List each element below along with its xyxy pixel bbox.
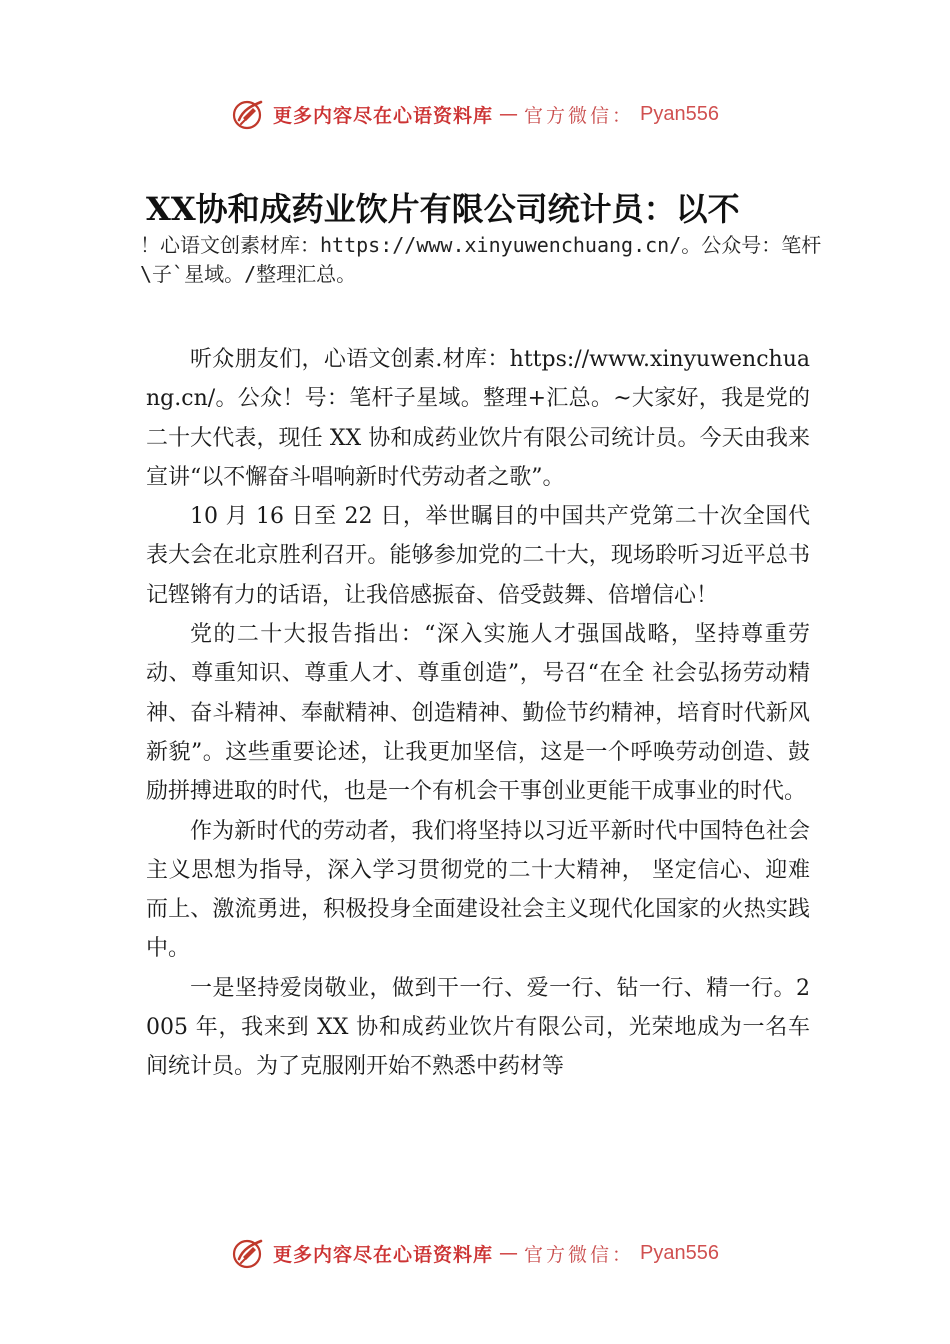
source-watermark-text: ！心语文创素材库：https://www.xinyuwenchuang.cn/。公众号：笔杆\子`星域。/整理汇总。: [140, 233, 822, 286]
banner-wechat-label: 官方微信：: [524, 104, 635, 127]
body-paragraph: 一是坚持爱岗敬业，做到干一行、爱一行、钻一行、精一行。2005 年，我来到 XX 协和成药业饮片有限公司，光荣地成为一名车间统计员。为了克服刚开始不熟悉中药材等: [146, 975, 810, 1080]
brand-logo-icon: [231, 1235, 267, 1271]
body-paragraph: 作为新时代的劳动者，我们将坚持以习近平新时代中国特色社会主义思想为指导，深入学习贯彻党的二十大精神， 坚定信心、迎难而上、激流勇进，积极投身全面建设社会主义现代化国家的火热实践中。: [146, 818, 810, 962]
banner-wechat-id: Pyan556: [640, 1241, 719, 1264]
banner-wechat-id: Pyan556: [640, 102, 719, 125]
brand-logo-icon: [231, 96, 267, 132]
body-paragraph: 听众朋友们，心语文创素.材库：https://www.xinyuwenchuang.cn/。公众！号：笔杆子星域。整理+汇总。~大家好，我是党的二十大代表，现任 XX 协和成药业饮片有限公司统计员。今天由我来宣讲“以不懈奋斗唱响新时代劳动者之歌”。: [146, 347, 810, 490]
banner-wechat-label: 官方微信：: [524, 1243, 635, 1266]
banner-separator: —: [499, 1242, 519, 1264]
banner-separator: —: [499, 103, 519, 125]
document-title: XX协和成药业饮片有限公司统计员：以不: [146, 190, 740, 228]
body-paragraph: 10 月 16 日至 22 日，举世瞩目的中国共产党第二十次全国代表大会在北京胜利召开。能够参加党的二十大，现场聆听习近平总书记铿锵有力的话语，让我倍感振奋、倍受鼓舞、倍增信心！: [146, 504, 810, 608]
document-body: [146, 340, 810, 1087]
footer-banner: [0, 1233, 950, 1273]
header-banner: [0, 94, 950, 134]
banner-brand-text: 更多内容尽在心语资料库: [273, 104, 494, 127]
banner-brand-text: 更多内容尽在心语资料库: [273, 1243, 494, 1266]
body-paragraph: 党的二十大报告指出：“深入实施人才强国战略，坚持尊重劳动、尊重知识、尊重人才、尊重创造”，号召“在全 社会弘扬劳动精神、奋斗精神、奉献精神、创造精神、勤俭节约精神，培育时代新风新貌”。这些重要论述，让我更加坚信，这是一个呼唤劳动创造、鼓励拼搏进取的时代，也是一个有机会干事创业更能干成事业的时代。: [146, 622, 810, 805]
